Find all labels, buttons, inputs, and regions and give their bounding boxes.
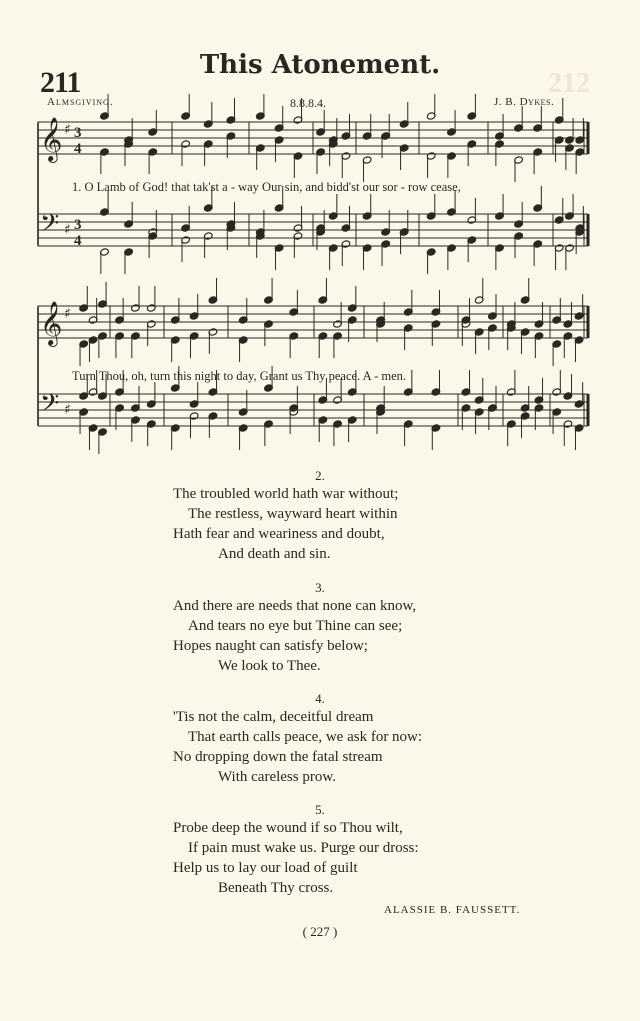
key-signature-sharp-icon: ♯: [64, 306, 71, 322]
verse-line: And death and sin.: [218, 546, 331, 562]
page-title: This Atonement.: [199, 50, 441, 80]
treble-clef-icon: 𝄞: [40, 117, 63, 161]
lyric-line-2: Turn Thou, oh, turn this night to day, Grant us Thy peace. A - men.: [72, 369, 407, 383]
music-score: [0, 0, 640, 470]
stanza-number: 4.: [315, 691, 325, 706]
time-signature-icon: 3: [74, 125, 82, 141]
meter: 8.8.8.4.: [290, 96, 326, 110]
verse-line: Beneath Thy cross.: [218, 880, 334, 896]
verse-line: The restless, wayward heart within: [188, 506, 398, 522]
verse-line: Probe deep the wound if so Thou wilt,: [173, 820, 403, 836]
bass-clef-icon: 𝄢: [40, 389, 60, 424]
hymn-number: 211: [40, 66, 81, 99]
verse-line: With careless prow.: [218, 769, 336, 785]
composer: J. B. Dykes.: [494, 96, 555, 108]
key-signature-sharp-icon: ♯: [64, 222, 71, 238]
time-signature-icon: 4: [74, 233, 82, 249]
verse-line: And there are needs that none can know,: [173, 598, 417, 614]
key-signature-sharp-icon: ♯: [64, 122, 71, 138]
lyric-line-1: 1. O Lamb of God! that tak'st a - way Our sin, and bidd'st our sor - row cease,: [72, 180, 461, 194]
time-signature-icon: 4: [74, 141, 82, 157]
verse-line: The troubled world hath war without;: [173, 486, 399, 502]
time-signature-icon: 3: [74, 217, 82, 233]
verse-line: And tears no eye but Thine can see;: [188, 618, 403, 634]
bass-clef-icon: 𝄢: [40, 209, 60, 244]
bleed-through-hymn-number: 212: [548, 68, 590, 99]
key-signature-sharp-icon: ♯: [64, 402, 71, 418]
page-number: ( 227 ): [302, 924, 338, 939]
verse-line: We look to Thee.: [218, 658, 321, 674]
author-credit: ALASSIE B. FAUSSETT.: [384, 904, 521, 916]
tune-name: Almsgiving.: [47, 96, 114, 108]
verse-line: Hopes naught can satisfy below;: [173, 638, 368, 654]
stanza-number: 3.: [315, 580, 325, 595]
treble-clef-icon: 𝄞: [40, 301, 63, 345]
stanza-number: 5.: [315, 802, 325, 817]
verse-line: No dropping down the fatal stream: [173, 749, 383, 765]
verse-line: Hath fear and weariness and doubt,: [173, 526, 385, 542]
verse-line: 'Tis not the calm, deceitful dream: [173, 709, 374, 725]
verse-line: If pain must wake us. Purge our dross:: [188, 840, 419, 856]
verse-line: Help us to lay our load of guilt: [173, 860, 358, 876]
stanza-number: 2.: [315, 468, 325, 483]
verse-line: That earth calls peace, we ask for now:: [188, 729, 423, 745]
